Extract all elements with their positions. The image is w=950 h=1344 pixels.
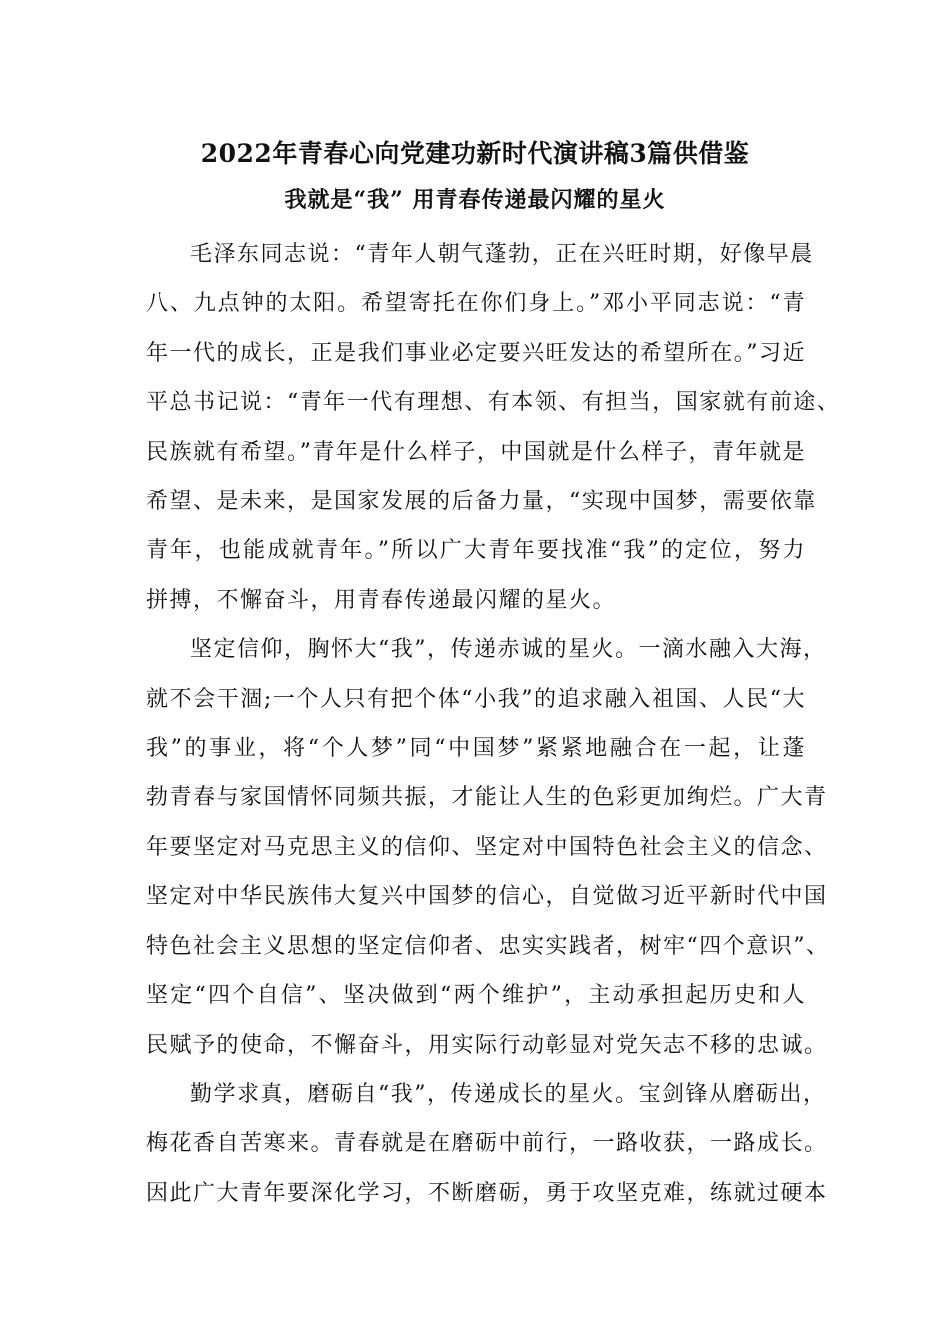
body-line: 希望、是未来，是国家发展的后备力量，“实现中国梦，需要依靠 [146, 489, 817, 515]
body-line: 坚定对中华民族伟大复兴中国梦的信心，自觉做习近平新时代中国 [146, 884, 828, 910]
body-line: 就不会干涸;一个人只有把个体“小我”的追求融入祖国、人民“大 [146, 686, 806, 712]
document-subtitle: 我就是“我” 用青春传递最闪耀的星火 [284, 187, 666, 213]
body-line: 平总书记说：“青年一代有理想、有本领、有担当，国家就有前途、 [146, 390, 841, 416]
body-line: 年要坚定对马克思主义的信仰、坚定对中国特色社会主义的信念、 [146, 834, 828, 860]
body-line: 勃青春与家国情怀同频共振，才能让人生的色彩更加绚烂。广大青 [146, 785, 828, 811]
body-line: 民族就有希望。”青年是什么样子，中国就是什么样子，青年就是 [146, 439, 806, 465]
body-line: 毛泽东同志说：“青年人朝气蓬勃，正在兴旺时期，好像早晨 [190, 242, 814, 267]
body-line: 勤学求真，磨砺自“我”，传递成长的星火。宝剑锋从磨砺出， [190, 1081, 827, 1107]
body-line: 年一代的成长，正是我们事业必定要兴旺发达的希望所在。”习近 [146, 340, 806, 366]
document-title: 2022年青春心向党建功新时代演讲稿3篇供借鉴 [200, 139, 750, 168]
document-body [146, 230, 841, 1218]
body-line: 我”的事业，将“个人梦”同“中国梦”紧紧地融合在一起，让蓬 [146, 736, 806, 762]
body-line: 拼搏，不懈奋斗，用青春传递最闪耀的星火。 [146, 587, 617, 613]
body-line: 民赋予的使命，不懈奋斗，用实际行动彰显对党矢志不移的忠诚。 [146, 1032, 828, 1058]
body-line: 特色社会主义思想的坚定信仰者、忠实实践者，树牢“四个意识”、 [146, 933, 830, 959]
body-paragraph [146, 1070, 828, 1218]
body-line: 梅花香自苦寒来。青春就是在磨砺中前行，一路收获，一路成长。 [146, 1131, 828, 1157]
body-line: 坚定“四个自信”、坚决做到“两个维护”，主动承担起历史和人 [146, 983, 806, 1009]
body-line: 因此广大青年要深化学习，不断磨砺，勇于攻坚克难，练就过硬本 [146, 1180, 828, 1206]
body-line: 青年，也能成就青年。”所以广大青年要找准“我”的定位，努力 [146, 538, 806, 564]
body-paragraph [146, 230, 841, 625]
body-line: 八、九点钟的太阳。希望寄托在你们身上。”邓小平同志说：“青 [146, 291, 806, 317]
body-line: 坚定信仰，胸怀大“我”，传递赤诚的星火。一滴水融入大海， [190, 637, 827, 663]
body-paragraph [146, 625, 830, 1070]
